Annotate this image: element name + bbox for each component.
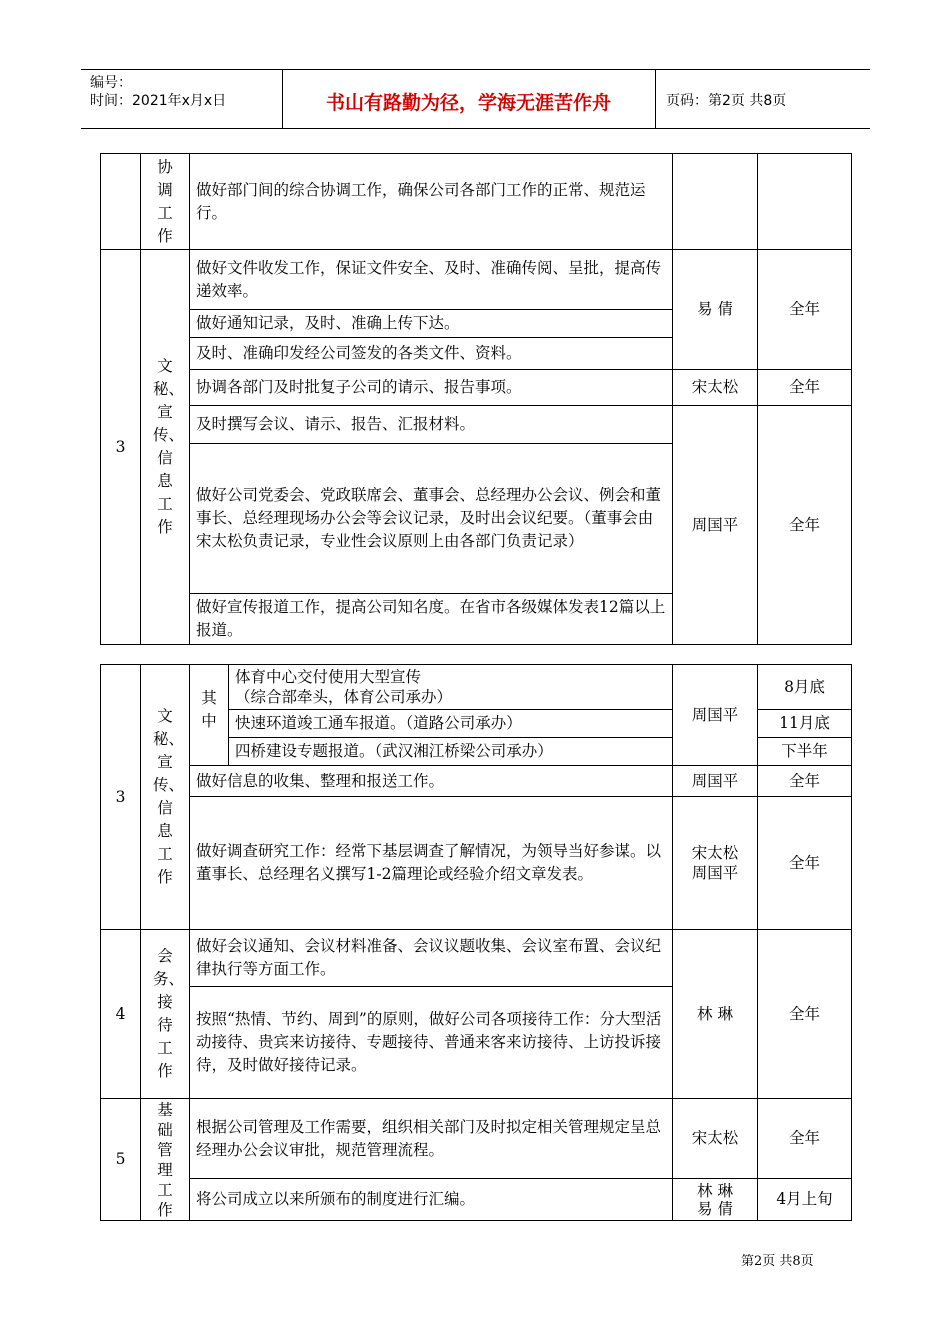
table-row	[101, 250, 852, 310]
page-footer: 第2页 共8页	[741, 1254, 814, 1269]
header-divider	[655, 69, 656, 129]
task-cell: 做好调查研究工作：经常下基层调查了解情况，为领导当好参谋。以董事长、总经理名义撰写1-2篇理论或经验介绍文章发表。	[190, 797, 673, 930]
task-cell: 做好信息的收集、整理和报送工作。	[190, 766, 673, 797]
time-cell: 全年	[758, 406, 852, 645]
header-page-label: 页码：第2页 共8页	[666, 93, 787, 109]
time-cell: 全年	[758, 930, 852, 1099]
person-cell: 宋太松 周国平	[673, 797, 758, 930]
row-number: 5	[101, 1099, 141, 1221]
person-cell: 林 琳	[673, 930, 758, 1099]
task-cell: 做好宣传报道工作，提高公司知名度。在省市各级媒体发表12篇以上报道。	[190, 594, 673, 645]
row-number	[101, 154, 141, 250]
task-cell: 做好部门间的综合协调工作，确保公司各部门工作的正常、规范运行。	[190, 154, 673, 250]
time-cell: 全年	[758, 766, 852, 797]
time-cell: 全年	[758, 797, 852, 930]
task-cell: 协调各部门及时批复子公司的请示、报告事项。	[190, 370, 673, 406]
sub-task-title: 体育中心交付使用大型宣传	[235, 668, 422, 686]
table-row	[101, 370, 852, 406]
table-row	[101, 1099, 852, 1179]
task-cell: 做好文件收发工作，保证文件安全、及时、准确传阅、呈批，提高传递效率。	[190, 250, 673, 310]
category-cell: 会务、接待工作	[141, 930, 190, 1099]
task-cell: 做好会议通知、会议材料准备、会议议题收集、会议室布置、会议纪律执行等方面工作。	[190, 930, 673, 987]
task-cell: 做好通知记录，及时、准确上传下达。	[190, 310, 673, 338]
category-cell: 文秘、宣传、信息工作	[141, 250, 190, 645]
person-cell: 宋太松	[673, 1099, 758, 1179]
person-cell	[673, 154, 758, 250]
table-row	[101, 930, 852, 987]
task-cell: 四桥建设专题报道。（武汉湘江桥梁公司承办）	[229, 738, 673, 766]
task-cell: 按照“热情、节约、周到”的原则，做好公司各项接待工作：分大型活动接待、贵宾来访接待、专题接待、普通来客来访接待、上访投诉接待，及时做好接待记录。	[190, 987, 673, 1099]
work-plan-table-1	[100, 153, 852, 645]
category-cell: 基础管理工作	[141, 1099, 190, 1221]
header-bottom-rule	[81, 128, 870, 129]
task-cell: 及时、准确印发经公司签发的各类文件、资料。	[190, 338, 673, 370]
header-motto: 书山有路勤为径，学海无涯苦作舟	[325, 92, 611, 114]
task-cell	[229, 665, 673, 710]
time-cell: 全年	[758, 370, 852, 406]
time-cell	[758, 154, 852, 250]
time-cell: 全年	[758, 1099, 852, 1179]
work-plan-table-2	[100, 664, 852, 1221]
table-row	[101, 665, 852, 710]
task-cell: 做好公司党委会、党政联席会、董事会、总经理办公会议、例会和董事长、总经理现场办公会等会议记录，及时出会议纪要。（董事会由宋太松负责记录，专业性会议原则上由各部门负责记录）	[190, 444, 673, 594]
task-cell: 快速环道竣工通车报道。（道路公司承办）	[229, 710, 673, 738]
table-row	[101, 797, 852, 930]
time-cell: 下半年	[758, 738, 852, 766]
row-number: 3	[101, 665, 141, 930]
sub-task-note: （综合部牵头，体育公司承办）	[235, 688, 453, 706]
table-row	[101, 406, 852, 444]
row-number: 3	[101, 250, 141, 645]
category-cell: 协调工作	[141, 154, 190, 250]
table-row	[101, 154, 852, 250]
header-top-rule	[81, 69, 870, 70]
task-cell: 根据公司管理及工作需要，组织相关部门及时拟定相关管理规定呈总经理办公会议审批，规范管理流程。	[190, 1099, 673, 1179]
time-cell: 4月上旬	[758, 1179, 852, 1221]
doc-number-label: 编号：	[90, 75, 132, 91]
table-row	[101, 766, 852, 797]
person-cell: 宋太松	[673, 370, 758, 406]
person-cell: 周国平	[673, 665, 758, 766]
time-cell: 8月底	[758, 665, 852, 710]
sub-items-label: 其中	[190, 665, 229, 766]
time-cell: 全年	[758, 250, 852, 370]
task-cell: 及时撰写会议、请示、报告、汇报材料。	[190, 406, 673, 444]
person-cell: 林 琳 易 倩	[673, 1179, 758, 1221]
table-row	[101, 1179, 852, 1221]
row-number: 4	[101, 930, 141, 1099]
person-cell: 周国平	[673, 766, 758, 797]
person-cell: 易 倩	[673, 250, 758, 370]
person-cell: 周国平	[673, 406, 758, 645]
task-cell: 将公司成立以来所颁布的制度进行汇编。	[190, 1179, 673, 1221]
time-cell: 11月底	[758, 710, 852, 738]
doc-time-label: 时间：2021年x月x日	[90, 93, 227, 109]
category-cell: 文秘、宣传、信息工作	[141, 665, 190, 930]
